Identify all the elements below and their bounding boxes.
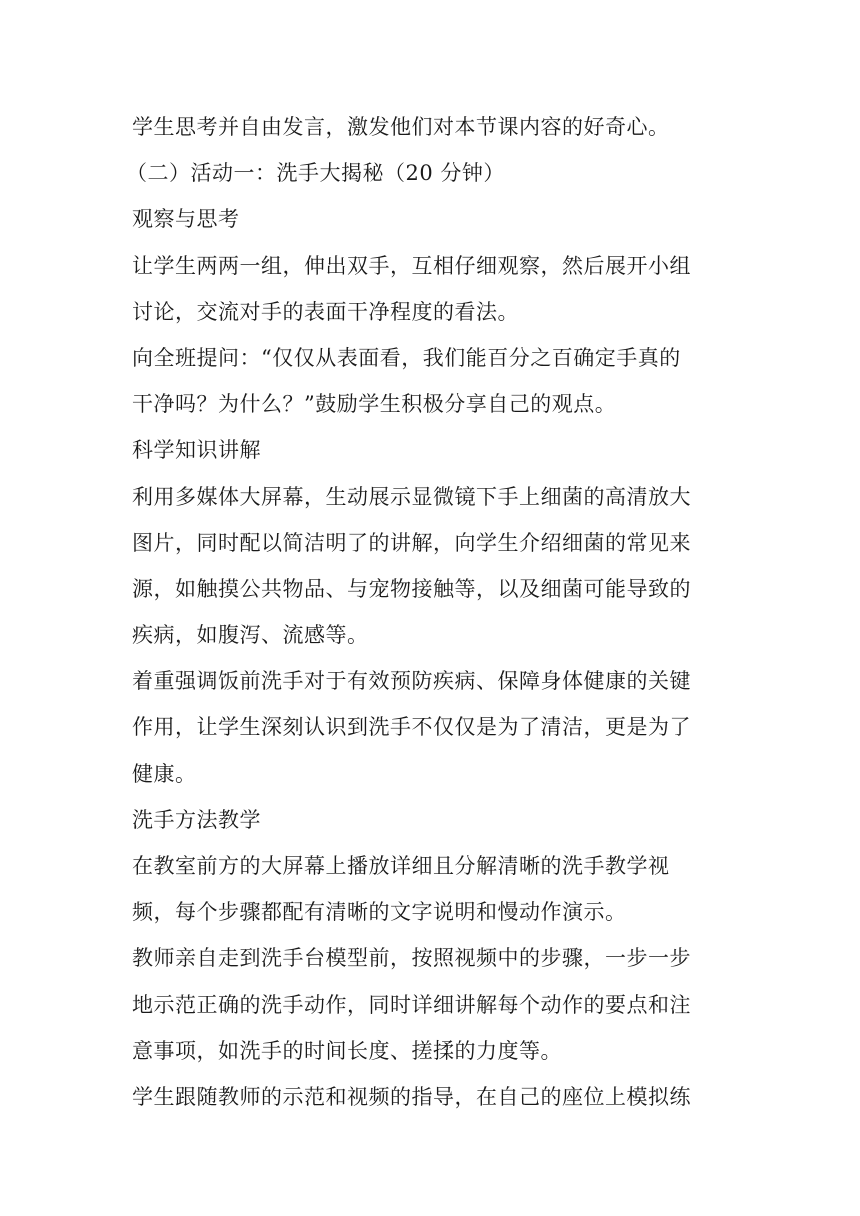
- paragraph-line: 讨论，交流对手的表面干净程度的看法。: [132, 299, 519, 324]
- paragraph-line: 图片，同时配以简洁明了的讲解，向学生介绍细菌的常见来: [132, 530, 691, 555]
- paragraph-line: 教师亲自走到洗手台模型前，按照视频中的步骤，一步一步: [132, 946, 691, 971]
- paragraph-line: 学生思考并自由发言，激发他们对本节课内容的好奇心。: [132, 115, 670, 139]
- document-body: [126, 104, 732, 1120]
- paragraph-line: 着重强调饭前洗手对于有效预防疾病、保障身体健康的关键: [132, 669, 691, 694]
- paragraph-line: 地示范正确的洗手动作，同时详细讲解每个动作的要点和注: [132, 992, 691, 1017]
- subsection-heading: 科学知识讲解: [132, 438, 261, 463]
- paragraph-line: 干净吗？为什么？”鼓励学生积极分享自己的观点。: [132, 392, 617, 417]
- paragraph-line: 源，如触摸公共物品、与宠物接触等，以及细菌可能导致的: [132, 576, 691, 601]
- subsection-heading: 洗手方法教学: [132, 807, 261, 832]
- paragraph-line: 利用多媒体大屏幕，生动展示显微镜下手上细菌的高清放大: [132, 484, 691, 509]
- paragraph-line: 向全班提问：“仅仅从表面看，我们能百分之百确定手真的: [132, 345, 681, 370]
- paragraph-line: 作用，让学生深刻认识到洗手不仅仅是为了清洁，更是为了: [132, 715, 691, 740]
- paragraph-line: 让学生两两一组，伸出双手，互相仔细观察，然后展开小组: [132, 253, 691, 278]
- paragraph-line: 意事项，如洗手的时间长度、搓揉的力度等。: [132, 1038, 562, 1063]
- subsection-heading: 观察与思考: [132, 207, 240, 232]
- paragraph-line: 疾病，如腹泻、流感等。: [132, 623, 369, 648]
- paragraph-line: 学生跟随教师的示范和视频的指导，在自己的座位上模拟练: [132, 1084, 691, 1109]
- paragraph-line: 频，每个步骤都配有清晰的文字说明和慢动作演示。: [132, 900, 627, 925]
- paragraph-line: 健康。: [132, 761, 197, 786]
- paragraph-line: 在教室前方的大屏幕上播放详细且分解清晰的洗手教学视: [132, 854, 670, 878]
- section-heading: （二）活动一：洗手大揭秘（20 分钟）: [126, 161, 505, 186]
